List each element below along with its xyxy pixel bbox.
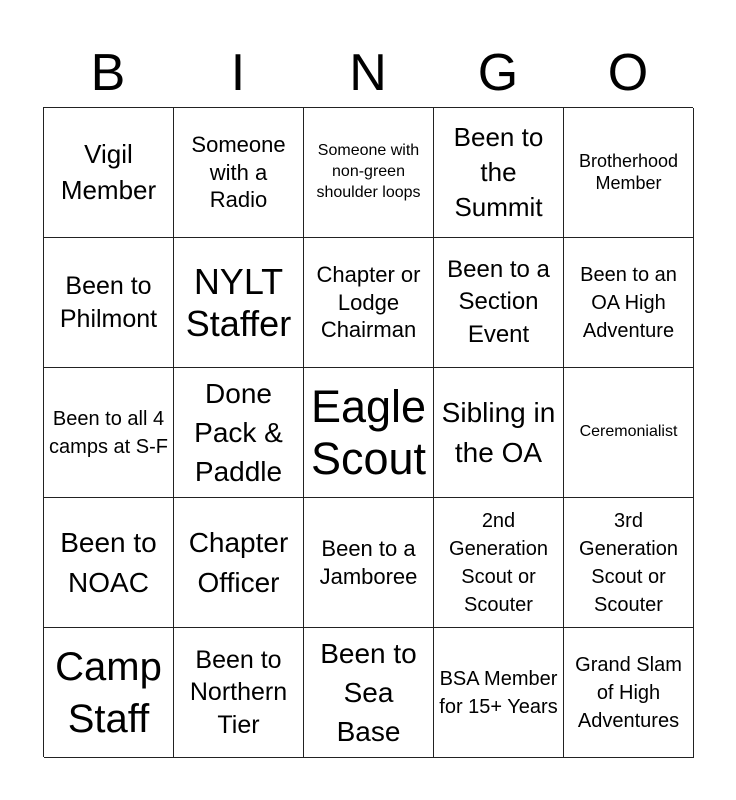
cell-text: Been to Sea Base <box>320 637 417 748</box>
cell-text: Been to a Section Event <box>447 255 550 348</box>
bingo-cell-r5c2[interactable] <box>174 628 304 758</box>
bingo-cell-r1c4[interactable] <box>434 108 564 238</box>
bingo-cell-r1c1[interactable] <box>44 108 174 238</box>
cell-text: Been to Philmont <box>59 272 158 333</box>
bingo-cell-r4c1[interactable] <box>44 498 174 628</box>
bingo-cell-r2c5[interactable] <box>564 238 694 368</box>
cell-text: Eagle Scout <box>310 380 427 484</box>
bingo-cell-r1c2[interactable] <box>174 108 304 238</box>
bingo-cell-r5c1[interactable] <box>44 628 174 758</box>
cell-text: Been to the Summit <box>453 121 544 223</box>
header-letter-i: I <box>230 44 246 102</box>
cell-text: Chapter or Lodge Chairman <box>316 262 421 343</box>
bingo-cell-r3c4[interactable] <box>434 368 564 498</box>
cell-text: Been to all 4 camps at S-F <box>49 407 168 458</box>
cell-text: 2nd Generation Scout or Scouter <box>449 509 548 616</box>
bingo-cell-r4c4[interactable] <box>434 498 564 628</box>
bingo-cell-r5c4[interactable] <box>434 628 564 758</box>
cell-text: Been to an OA High Adventure <box>580 263 677 342</box>
bingo-cell-r3c2[interactable] <box>174 368 304 498</box>
bingo-cell-r2c4[interactable] <box>434 238 564 368</box>
cell-text: Been to NOAC <box>60 527 157 598</box>
bingo-cell-r3c3[interactable] <box>304 368 434 498</box>
cell-text: Grand Slam of High Adventures <box>575 653 682 732</box>
cell-text: BSA Member for 15+ Years <box>439 667 558 718</box>
cell-text: Camp Staff <box>55 644 162 741</box>
cell-text: Brotherhood Member <box>578 150 679 193</box>
bingo-cell-r5c5[interactable] <box>564 628 694 758</box>
cell-text: Someone with non-green shoulder loops <box>316 142 421 201</box>
bingo-cell-r1c3[interactable] <box>304 108 434 238</box>
bingo-cell-r4c2[interactable] <box>174 498 304 628</box>
cell-text: Chapter Officer <box>188 527 289 598</box>
cell-text: Done Pack & Paddle <box>194 377 283 488</box>
cell-text: Someone with a Radio <box>191 132 286 213</box>
bingo-cell-r2c3[interactable] <box>304 238 434 368</box>
header-letter-b: B <box>90 44 126 102</box>
cell-text: 3rd Generation Scout or Scouter <box>579 509 678 616</box>
bingo-cell-r3c1[interactable] <box>44 368 174 498</box>
bingo-board <box>43 107 693 757</box>
cell-text: Been to Northern Tier <box>189 645 288 739</box>
cell-text: Ceremonialist <box>579 423 678 441</box>
cell-text: Vigil Member <box>60 139 157 205</box>
bingo-cell-r4c3[interactable] <box>304 498 434 628</box>
header-letter-n: N <box>349 44 387 102</box>
bingo-cell-r3c5[interactable] <box>564 368 694 498</box>
bingo-cell-r2c1[interactable] <box>44 238 174 368</box>
bingo-cell-r4c5[interactable] <box>564 498 694 628</box>
bingo-cell-r5c3[interactable] <box>304 628 434 758</box>
header-letter-o: O <box>607 44 649 102</box>
header-letter-g: G <box>477 44 519 102</box>
cell-text: Been to a Jamboree <box>319 536 418 589</box>
bingo-cell-r2c2[interactable] <box>174 238 304 368</box>
bingo-header <box>43 40 693 106</box>
bingo-cell-r1c5[interactable] <box>564 108 694 238</box>
cell-text: NYLT Staffer <box>185 261 292 344</box>
cell-text: Sibling in the OA <box>441 397 556 468</box>
